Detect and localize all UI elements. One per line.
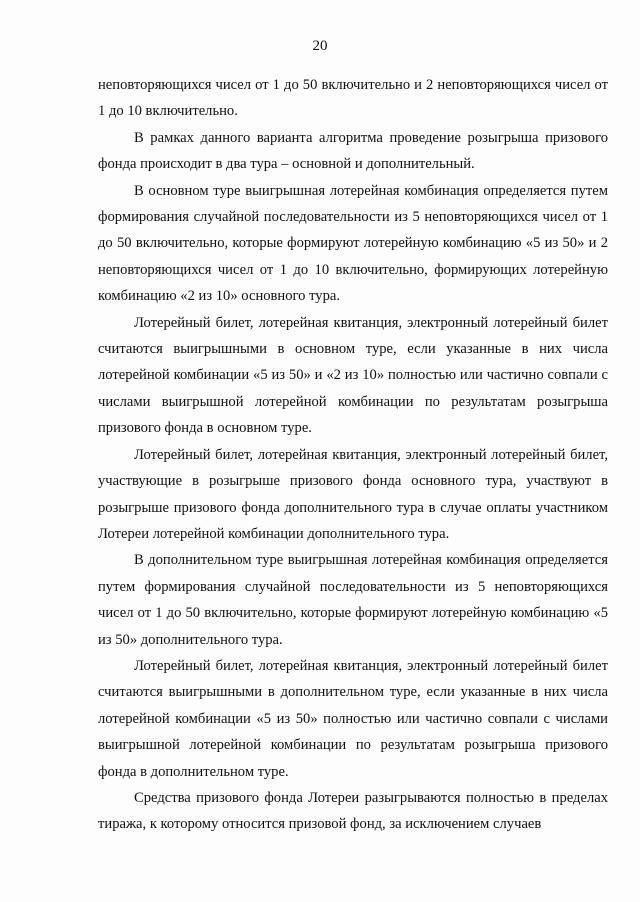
paragraph-additional-round-winning: Лотерейный билет, лотерейная квитанция, электронный лотерейный билет считаются выигрышными в дополнительном туре, если указанные в них числа лотерейной комбинации «5 из 50» полностью или частично совпали с числами выигрышной лотерейной комбинации по результатам розыгрыша призового фонда в дополнительном туре.	[98, 657, 608, 780]
paragraph-algorithm-rounds: В рамках данного варианта алгоритма проведение розыгрыша призового фонда происходит в два тура – основной и дополнительный.	[98, 129, 608, 173]
paragraph-additional-round-participation: Лотерейный билет, лотерейная квитанция, электронный лотерейный билет, участвующие в розыгрыше призового фонда основного тура, участвуют в розыгрыше призового фонда дополнительного тура в случае оплаты участником Лотереи лотерейной комбинации дополнительного тура.	[98, 446, 608, 542]
page-number: 20	[312, 38, 328, 54]
paragraph-continuation: неповторяющихся чисел от 1 до 50 включительно и 2 неповторяющихся чисел от 1 до 10 включительно.	[98, 77, 608, 120]
paragraph-main-round-winning: Лотерейный билет, лотерейная квитанция, электронный лотерейный билет считаются выигрышными в основном туре, если указанные в них числа лотерейной комбинации «5 из 50» и «2 из 10» полностью или частично совпали с числами выигрышной лотерейной комбинации по результатам розыгрыша призового фонда в основном туре.	[98, 314, 608, 437]
body-text	[98, 72, 608, 838]
paragraph-prize-fund: Средства призового фонда Лотереи разыгрываются полностью в пределах тиража, к которому относится призовой фонд, за исключением случаев	[98, 789, 608, 833]
paragraph-main-round-combination: В основном туре выигрышная лотерейная комбинация определяется путем формирования случайной последовательности из 5 неповторяющихся чисел от 1 до 50 включительно, которые формируют лотерейную комбинацию «5 из 50» и 2 неповторяющихся чисел от 1 до 10 включительно, формирующих лотерейную комбинацию «2 из 10» основного тура.	[98, 182, 608, 305]
paragraph-additional-round-combination: В дополнительном туре выигрышная лотерейная комбинация определяется путем формирования случайной последовательности из 5 неповторяющихся чисел от 1 до 50 включительно, которые формируют лотерейную комбинацию «5 из 50» дополнительного тура.	[98, 552, 608, 648]
